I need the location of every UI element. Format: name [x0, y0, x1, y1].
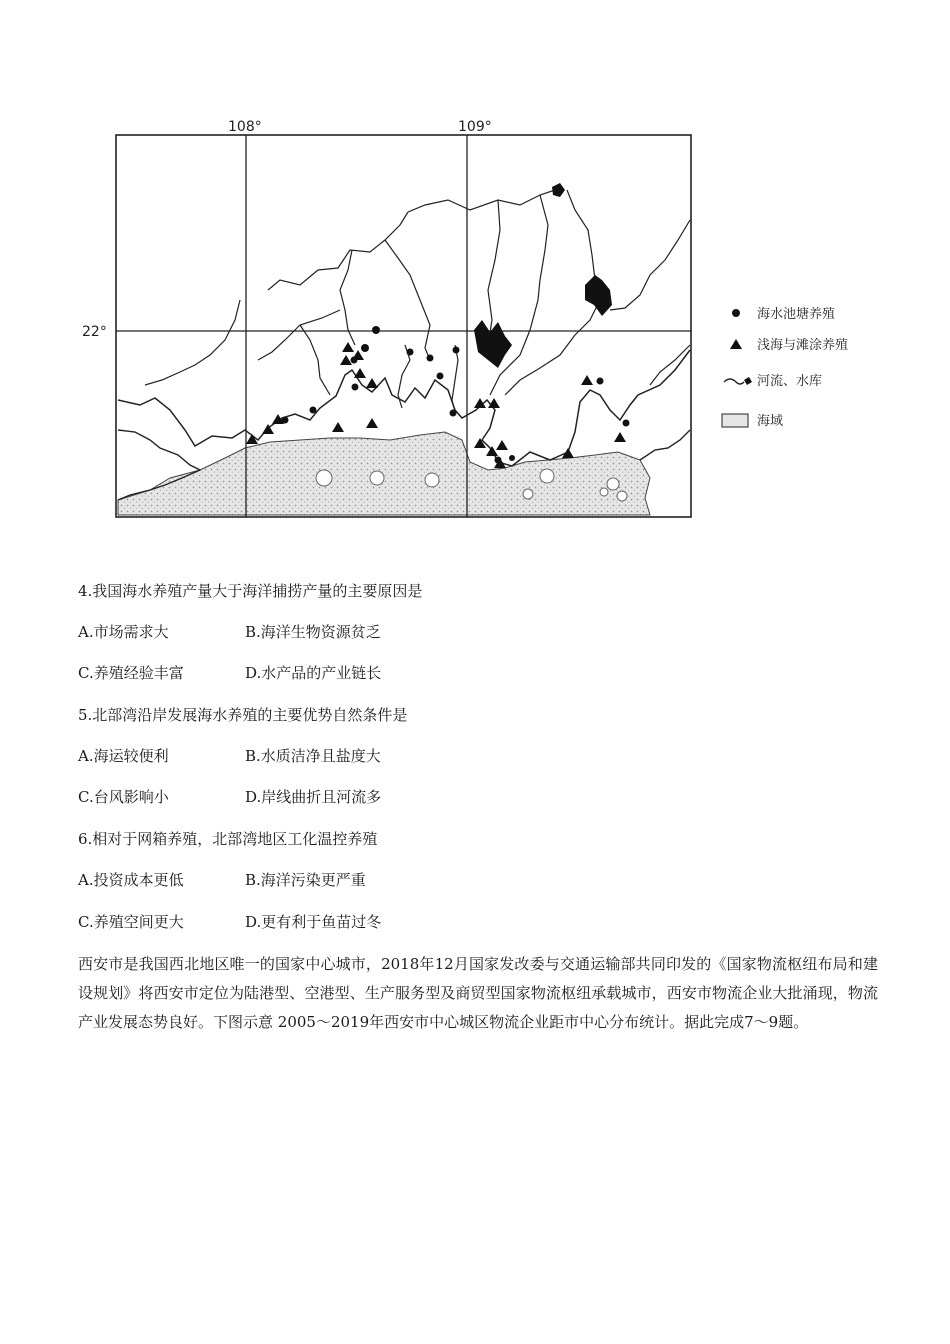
question-6-option-b[interactable]: B.海洋污染更严重: [245, 871, 366, 889]
legend-label-tidal: 浅海与滩涂养殖: [757, 338, 849, 353]
dot-icon: [732, 309, 740, 317]
question-4-option-d[interactable]: D.水产品的产业链长: [245, 664, 382, 682]
sea-icon: [722, 414, 748, 427]
triangle-icon: [730, 339, 742, 349]
legend-label-pond: 海水池塘养殖: [757, 307, 836, 322]
question-4-stem: 4.我国海水养殖产量大于海洋捕捞产量的主要原因是: [78, 582, 423, 600]
question-5-stem: 5.北部湾沿岸发展海水养殖的主要优势自然条件是: [78, 706, 408, 724]
lon-label-108: 108°: [228, 119, 262, 135]
question-5-option-b[interactable]: B.水质洁净且盐度大: [245, 747, 381, 765]
question-5-option-d[interactable]: D.岸线曲折且河流多: [245, 788, 382, 806]
legend-label-sea: 海域: [757, 414, 784, 429]
legend-label-river: 河流、水库: [757, 374, 823, 389]
river-icon: [724, 379, 744, 384]
question-4-option-c[interactable]: C.养殖经验丰富: [78, 664, 184, 682]
question-5-option-c[interactable]: C.台风影响小: [78, 788, 169, 806]
reservoir-icon: [744, 377, 752, 385]
aquaculture-map: [0, 0, 950, 540]
question-4-option-b[interactable]: B.海洋生物资源贫乏: [245, 623, 381, 641]
passage-paragraph: 西安市是我国西北地区唯一的国家中心城市，2018年12月国家发改委与交通运输部共同印发的《国家物流枢纽布局和建设规划》将西安市定位为陆港型、空港型、生产服务型及商贸型国家物流枢纽承载城市，西安市物流企业大批涌现，物流产业发展态势良好。下图示意 2005～2019年西安市中心城区物流企业距市中心分布统计。据此完成7～9题。: [78, 955, 878, 1031]
lat-label-22: 22°: [82, 324, 107, 340]
question-5-option-a[interactable]: A.海运较便利: [78, 747, 169, 765]
lon-label-109: 109°: [458, 119, 492, 135]
question-6-option-d[interactable]: D.更有利于鱼苗过冬: [245, 913, 382, 931]
question-4-option-a[interactable]: A.市场需求大: [78, 623, 169, 641]
map-legend: [722, 306, 848, 429]
question-6-stem: 6.相对于网箱养殖，北部湾地区工化温控养殖: [78, 830, 378, 848]
question-6-option-a[interactable]: A.投资成本更低: [78, 871, 184, 889]
question-6-option-c[interactable]: C.养殖空间更大: [78, 913, 184, 931]
